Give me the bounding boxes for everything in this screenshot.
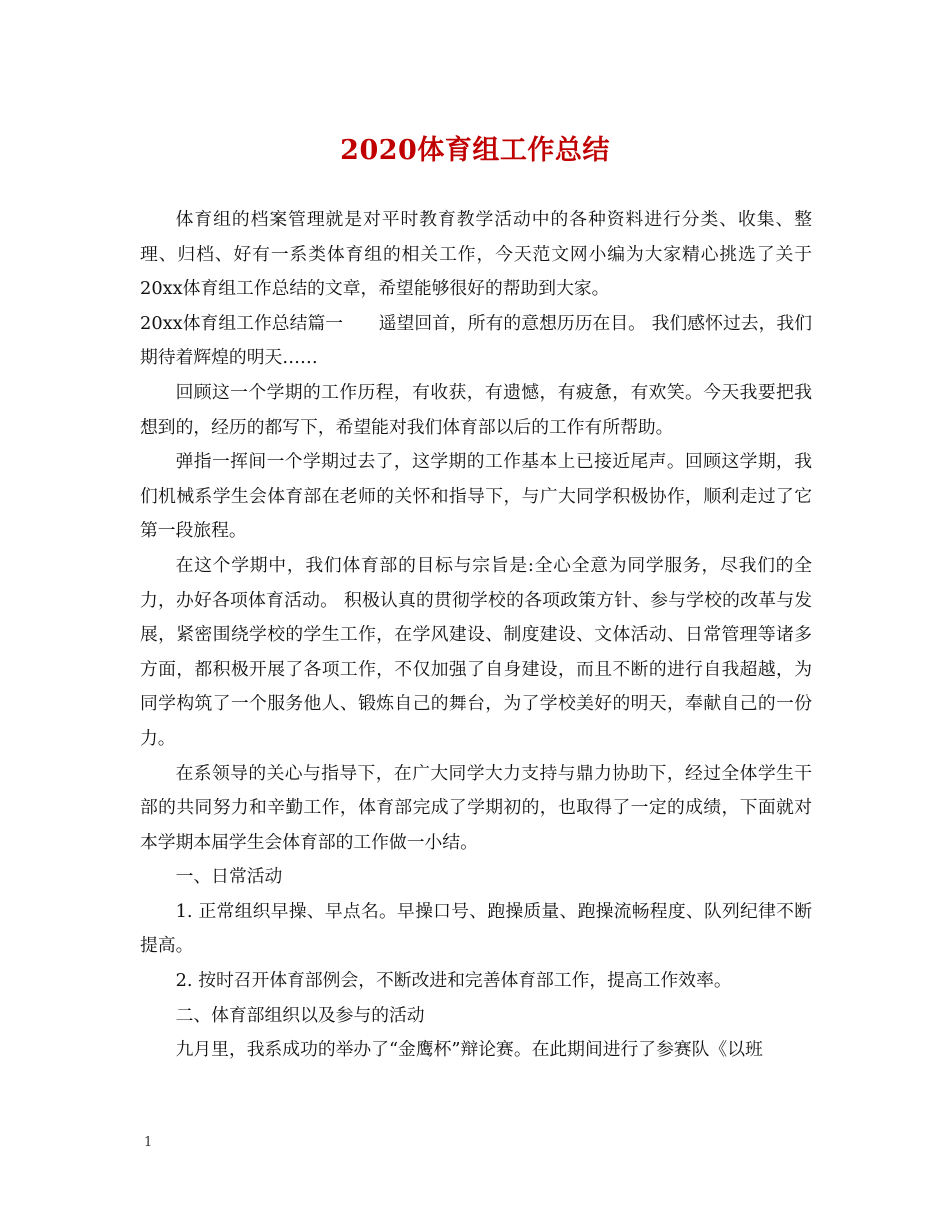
heading-activities: 二、体育部组织以及参与的活动 bbox=[175, 1004, 425, 1026]
paragraph-summary-intro: 在系领导的关心与指导下，在广大同学大力支持与鼎力协助下，经过全体学生干部的共同努力和辛勤工作，体育部完成了学期初的，也取得了一定的成绩，下面就对本学期本届学生会体育部的工作做一小结。 bbox=[140, 762, 812, 853]
paragraph-september: 九月里，我系成功的举办了“金鹰杯”辩论赛。在此期间进行了参赛队《以班 bbox=[175, 1039, 763, 1061]
list-item-1: 1. 正常组织早操、早点名。早操口号、跑操质量、跑操流畅程度、队列纪律不断提高。 bbox=[140, 900, 812, 957]
paragraph-semester: 弹指一挥间一个学期过去了，这学期的工作基本上已接近尾声。回顾这学期，我们机械系学生会体育部在老师的关怀和指导下，与广大同学积极协作，顺利走过了它第一段旅程。 bbox=[140, 451, 812, 542]
list-item-2: 2. 按时召开体育部例会，不断改进和完善体育部工作，提高工作效率。 bbox=[175, 970, 732, 992]
paragraph-review: 回顾这一个学期的工作历程，有收获，有遗憾，有疲惫，有欢笑。今天我要把我想到的，经历的都写下，希望能对我们体育部以后的工作有所帮助。 bbox=[140, 381, 812, 438]
paragraph-section-heading: 20xx体育组工作总结篇一 遥望回首，所有的意想历历在目。 我们感怀过去，我们期待着辉煌的明天…… bbox=[140, 312, 812, 369]
heading-daily-activities: 一、日常活动 bbox=[175, 866, 283, 888]
paragraph-intro: 体育组的档案管理就是对平时教育教学活动中的各种资料进行分类、收集、整理、归档、好有一系类体育组的相关工作，今天范文网小编为大家精心挑选了关于20xx体育组工作总结的文章，希望能够很好的帮助到大家。 bbox=[140, 209, 812, 300]
page-number: 1 bbox=[144, 1135, 153, 1150]
document-title: 2020体育组工作总结 bbox=[340, 135, 610, 166]
paragraph-goals: 在这个学期中，我们体育部的目标与宗旨是:全心全意为同学服务，尽我们的全力，办好各项体育活动。 积极认真的贯彻学校的各项政策方针、参与学校的改革与发展，紧密围绕学校的学生工作，在学风建设、制度建设、文体活动、日常管理等诸多方面，都积极开展了各项工作，不仅加强了自身建设，而且不断的进行自我超越，为同学构筑了一个服务他人、锻炼自己的舞台，为了学校美好的明天，奉献自己的一份力。 bbox=[140, 554, 812, 749]
document-body bbox=[140, 203, 812, 1068]
